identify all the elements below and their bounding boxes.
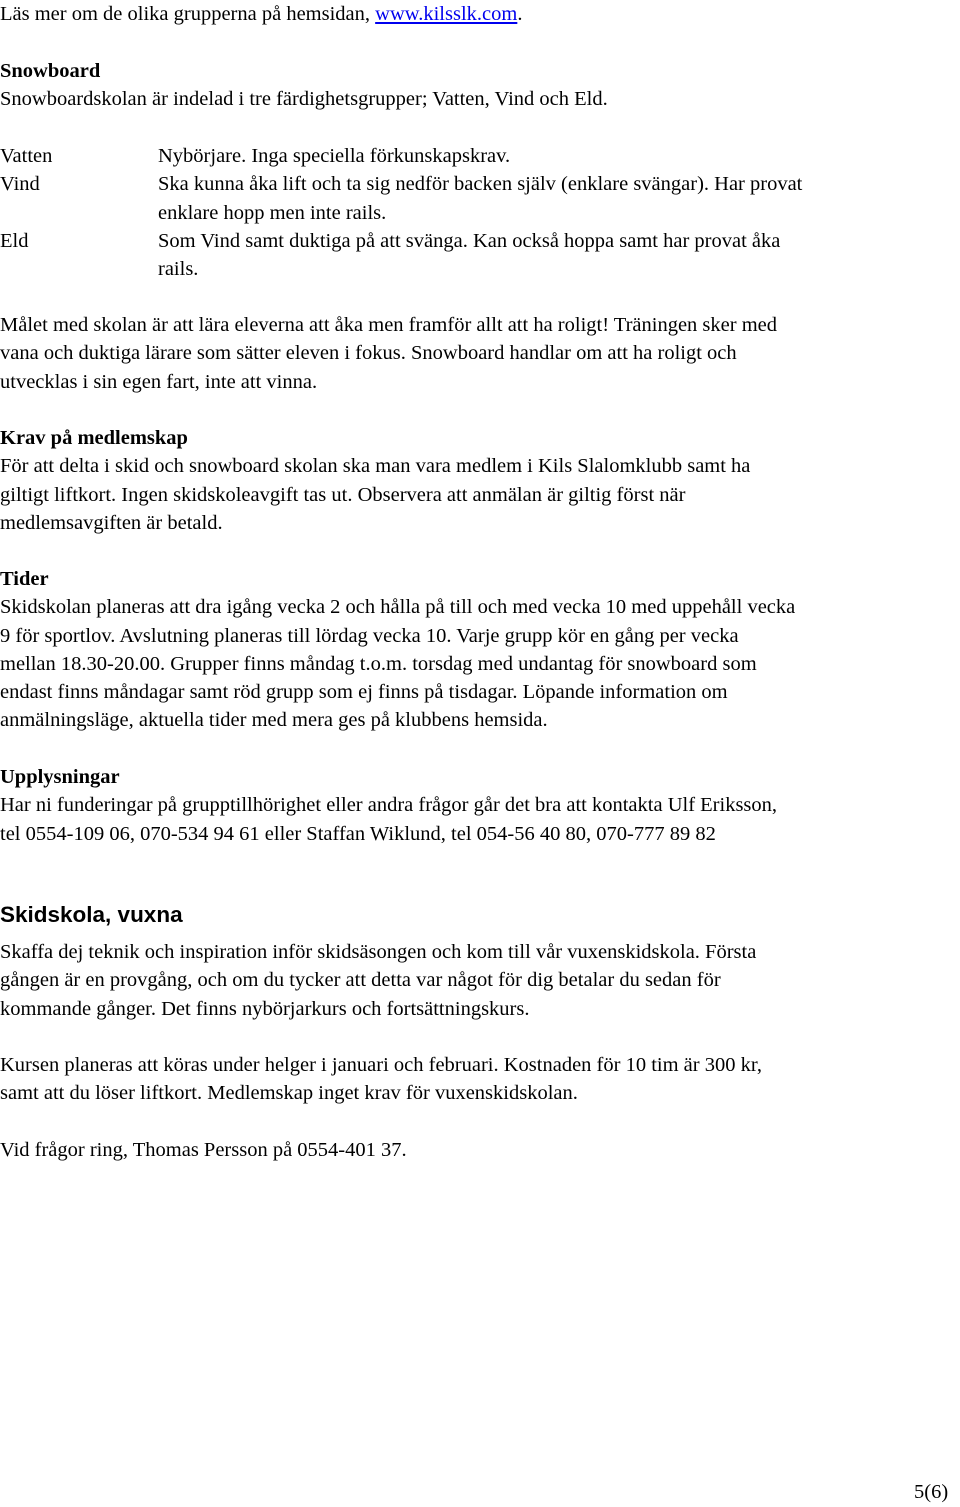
group-label-vind: Vind [0,173,40,196]
membership-line: För att delta i skid och snowboard skolan ska man vara medlem i Kils Slalomklubb samt ha [0,455,751,478]
times-heading: Tider [0,568,49,590]
adult-ski-line: samt att du löser liftkort. Medlemskap inget krav för vuxenskidskolan. [0,1082,578,1105]
intro-text: Läs mer om de olika grupperna på hemsidan, [0,3,376,25]
adult-ski-paragraph-2 [0,1051,960,1108]
group-desc-eld-line1: Som Vind samt duktiga på att svänga. Kan också hoppa samt har provat åka [158,229,781,252]
times-line: Skidskolan planeras att dra igång vecka 2 och hålla på till och med vecka 10 med uppehåll vecka [0,596,796,619]
adult-ski-line: Skaffa dej teknik och inspiration inför skidsäsongen och kom till vår vuxenskidskola. Första [0,941,757,963]
group-desc-vind-line2: enklare hopp men inte rails. [158,201,387,224]
group-label-eld: Eld [0,229,29,252]
group-desc-vind-line1: Ska kunna åka lift och ta sig nedför backen själv (enklare svängar). Har provat [158,173,803,196]
intro-paragraph [0,0,960,28]
website-link[interactable]: www.kilsslk.com [375,3,518,25]
membership-line: medlemsavgiften är betald. [0,511,223,534]
intro-period: . [517,3,523,25]
times-line: anmälningsläge, aktuella tider med mera ges på klubbens hemsida. [0,709,548,732]
adult-ski-line: kommande gånger. Det finns nybörjarkurs och fortsättningskurs. [0,997,530,1020]
adult-ski-line: gången är en provgång, och om du tycker att detta var något för dig betalar du sedan för [0,969,721,992]
membership-heading: Krav på medlemskap [0,427,188,449]
adult-ski-line: Kursen planeras att köras under helger i januari och februari. Kostnaden för 10 tim är 300 kr, [0,1054,762,1076]
goal-paragraph [0,311,960,396]
times-section [0,565,960,735]
goal-line: utvecklas i sin egen fart, inte att vinna. [0,370,318,393]
adult-ski-paragraph-3 [0,1136,960,1164]
group-label-vatten: Vatten [0,145,53,167]
group-list [0,142,960,284]
adult-ski-paragraph-1 [0,938,960,1023]
times-line: endast finns måndagar samt röd grupp som ej finns på tisdagar. Löpande information om [0,681,728,704]
adult-ski-heading-block [0,901,960,929]
page-number: 5(6) [914,1481,949,1503]
snowboard-heading: Snowboard [0,60,101,82]
info-heading: Upplysningar [0,766,120,788]
group-desc-eld-line2: rails. [158,258,199,281]
adult-ski-line: Vid frågor ring, Thomas Persson på 0554-401 37. [0,1139,407,1161]
goal-line: vana och duktiga lärare som sätter eleven i fokus. Snowboard handlar om att ha roligt och [0,342,737,365]
times-line: mellan 18.30-20.00. Grupper finns måndag t.o.m. torsdag med undantag för snowboard som [0,652,757,675]
snowboard-section [0,57,960,114]
snowboard-intro: Snowboardskolan är indelad i tre färdighetsgrupper; Vatten, Vind och Eld. [0,88,608,111]
membership-section [0,424,960,537]
goal-line: Målet med skolan är att lära eleverna att åka men framför allt att ha roligt! Träningen sker med [0,314,778,336]
membership-line: giltigt liftkort. Ingen skidskoleavgift tas ut. Observera att anmälan är giltig först när [0,483,686,506]
group-desc-vatten: Nybörjare. Inga speciella förkunskapskrav. [158,145,511,167]
info-line: Har ni funderingar på grupptillhörighet eller andra frågor går det bra att kontakta Ulf Eriksson, [0,794,778,817]
info-section [0,763,960,848]
adult-ski-heading: Skidskola, vuxna [0,902,183,927]
info-line: tel 0554-109 06, 070-534 94 61 eller Staffan Wiklund, tel 054-56 40 80, 070-777 89 82 [0,822,716,845]
times-line: 9 för sportlov. Avslutning planeras till lördag vecka 10. Varje grupp kör en gång per vecka [0,624,739,647]
